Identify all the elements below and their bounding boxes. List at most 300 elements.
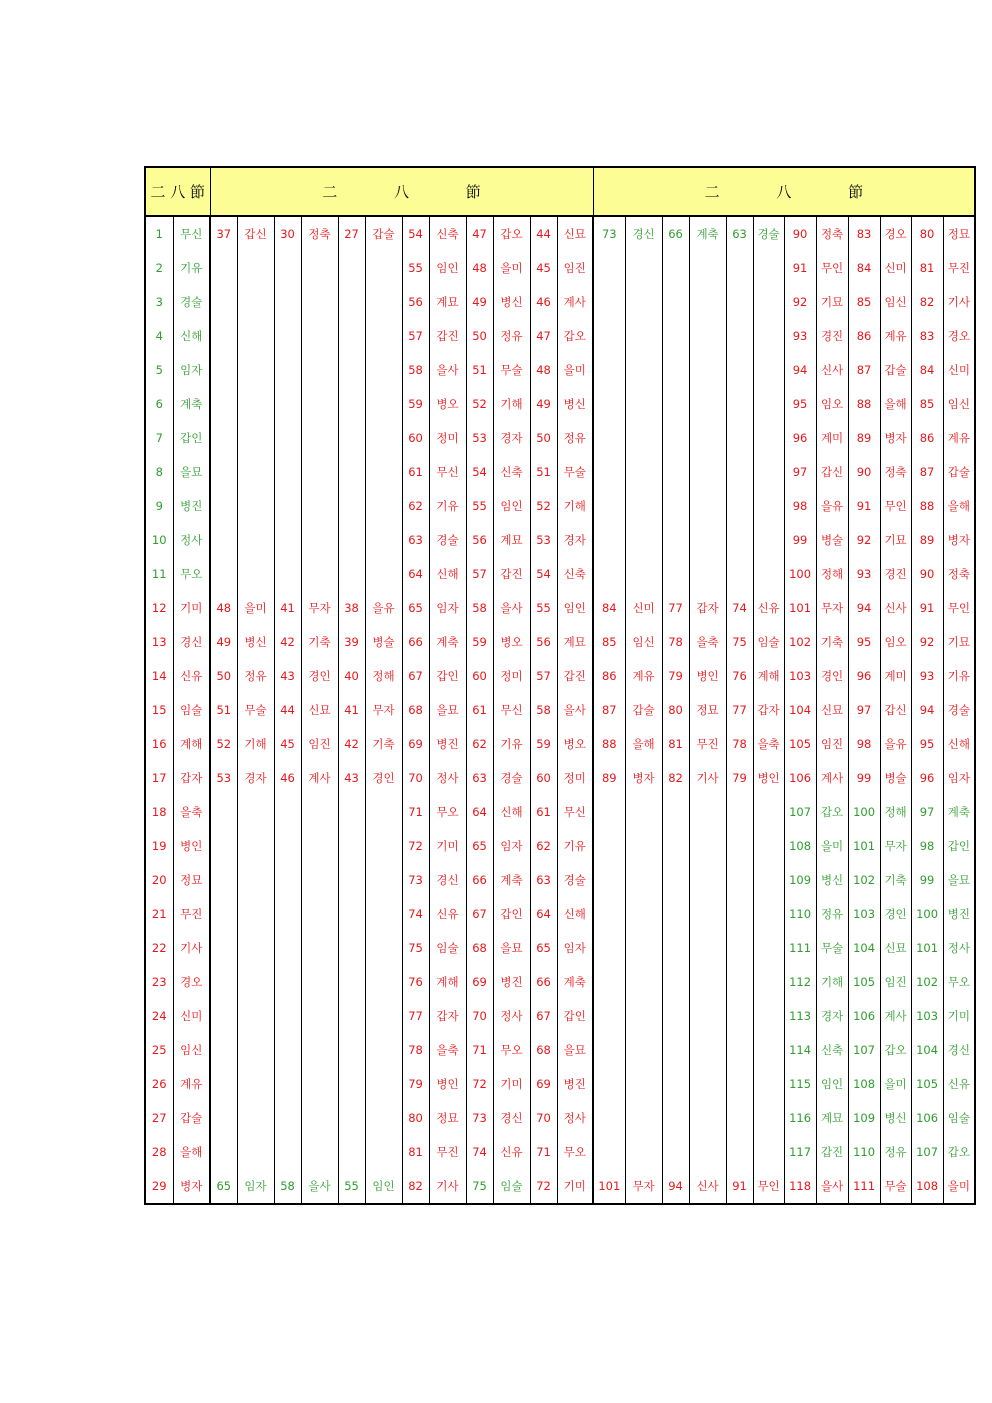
- cell-number: [274, 965, 301, 999]
- cell-ganji: [689, 557, 726, 591]
- cell-number: 109: [848, 1101, 880, 1135]
- cell-number: 71: [530, 1135, 557, 1169]
- cell-number: [662, 489, 689, 523]
- table-row: [145, 1067, 975, 1101]
- cell-ganji: [753, 523, 784, 557]
- cell-ganji: 정축: [943, 557, 975, 591]
- cell-number: 10: [145, 523, 173, 557]
- cell-number: 114: [784, 1033, 816, 1067]
- cell-number: 97: [784, 455, 816, 489]
- cell-ganji: 정유: [237, 659, 274, 693]
- cell-number: 60: [530, 761, 557, 795]
- cell-number: 90: [784, 216, 816, 251]
- cell-ganji: [689, 965, 726, 999]
- cell-number: [274, 1067, 301, 1101]
- cell-ganji: 계축: [689, 216, 726, 251]
- cell-ganji: [689, 1101, 726, 1135]
- cell-ganji: 신축: [429, 216, 466, 251]
- cell-number: [726, 523, 753, 557]
- cell-ganji: [301, 829, 338, 863]
- cell-ganji: 무술: [816, 931, 848, 965]
- cell-ganji: [301, 489, 338, 523]
- cell-ganji: 임진: [816, 727, 848, 761]
- cell-number: [662, 931, 689, 965]
- cell-ganji: 임오: [816, 387, 848, 421]
- cell-ganji: [237, 1033, 274, 1067]
- cell-number: 84: [593, 591, 625, 625]
- table-row: [145, 625, 975, 659]
- cell-ganji: 계해: [173, 727, 210, 761]
- cell-number: 57: [530, 659, 557, 693]
- cell-ganji: 경술: [557, 863, 593, 897]
- cell-ganji: [237, 897, 274, 931]
- cell-number: [662, 897, 689, 931]
- cell-number: [274, 251, 301, 285]
- cell-ganji: 정축: [880, 455, 911, 489]
- cell-number: 66: [466, 863, 493, 897]
- cell-ganji: 병신: [493, 285, 530, 319]
- cell-ganji: [753, 421, 784, 455]
- header-col-3: [593, 167, 975, 216]
- header-col-2: [210, 167, 593, 216]
- cell-ganji: 무신: [493, 693, 530, 727]
- cell-number: 57: [466, 557, 493, 591]
- cell-number: 108: [848, 1067, 880, 1101]
- cell-ganji: 무오: [943, 965, 975, 999]
- cell-number: 113: [784, 999, 816, 1033]
- cell-ganji: 신사: [689, 1169, 726, 1204]
- cell-ganji: 신해: [429, 557, 466, 591]
- cell-ganji: [237, 1067, 274, 1101]
- cell-number: 4: [145, 319, 173, 353]
- cell-number: 76: [726, 659, 753, 693]
- cell-number: 83: [911, 319, 943, 353]
- table-row: [145, 489, 975, 523]
- cell-ganji: 기해: [557, 489, 593, 523]
- cell-ganji: 정유: [557, 421, 593, 455]
- cell-number: [593, 999, 625, 1033]
- cell-number: 103: [848, 897, 880, 931]
- cell-number: 58: [466, 591, 493, 625]
- cell-ganji: 병자: [943, 523, 975, 557]
- cell-number: [210, 1033, 237, 1067]
- cell-ganji: 병자: [625, 761, 662, 795]
- cell-number: 52: [466, 387, 493, 421]
- cell-ganji: [365, 965, 402, 999]
- cell-ganji: 무신: [429, 455, 466, 489]
- cell-ganji: 갑인: [173, 421, 210, 455]
- cell-number: [338, 421, 365, 455]
- cell-ganji: [625, 557, 662, 591]
- cell-number: 96: [911, 761, 943, 795]
- cell-number: [210, 523, 237, 557]
- cell-number: [210, 897, 237, 931]
- cell-number: 117: [784, 1135, 816, 1169]
- cell-ganji: 신묘: [557, 216, 593, 251]
- cell-number: 102: [848, 863, 880, 897]
- cell-ganji: 을해: [943, 489, 975, 523]
- cell-number: 55: [338, 1169, 365, 1204]
- cell-ganji: 계사: [880, 999, 911, 1033]
- cell-ganji: [753, 965, 784, 999]
- cell-ganji: 무인: [816, 251, 848, 285]
- cell-number: [210, 1135, 237, 1169]
- cell-ganji: [625, 353, 662, 387]
- cell-number: [210, 489, 237, 523]
- cell-ganji: 을축: [173, 795, 210, 829]
- cell-number: 53: [530, 523, 557, 557]
- cell-number: [662, 1101, 689, 1135]
- cell-number: [338, 1135, 365, 1169]
- cell-ganji: 갑술: [365, 216, 402, 251]
- cell-number: 39: [338, 625, 365, 659]
- cell-number: 80: [662, 693, 689, 727]
- cell-ganji: [301, 999, 338, 1033]
- cell-number: [274, 863, 301, 897]
- cell-number: [726, 795, 753, 829]
- cell-number: 37: [210, 216, 237, 251]
- cell-ganji: 병진: [493, 965, 530, 999]
- cell-ganji: [365, 455, 402, 489]
- cell-number: 103: [784, 659, 816, 693]
- cell-number: 65: [402, 591, 429, 625]
- cell-ganji: 임인: [557, 591, 593, 625]
- cell-number: 57: [402, 319, 429, 353]
- cell-ganji: 경진: [880, 557, 911, 591]
- cell-number: [210, 387, 237, 421]
- cell-number: [726, 931, 753, 965]
- cell-number: [662, 455, 689, 489]
- cell-ganji: 기유: [557, 829, 593, 863]
- cell-number: [210, 353, 237, 387]
- table-row: [145, 523, 975, 557]
- cell-number: 101: [784, 591, 816, 625]
- cell-number: 101: [911, 931, 943, 965]
- cell-ganji: 경자: [493, 421, 530, 455]
- cell-ganji: [237, 353, 274, 387]
- cell-number: [338, 353, 365, 387]
- cell-ganji: 무신: [173, 216, 210, 251]
- cell-ganji: 갑신: [816, 455, 848, 489]
- cell-ganji: [237, 1135, 274, 1169]
- cell-ganji: 경신: [173, 625, 210, 659]
- cell-ganji: 갑오: [880, 1033, 911, 1067]
- cell-number: 11: [145, 557, 173, 591]
- cell-ganji: [689, 863, 726, 897]
- cell-number: 88: [593, 727, 625, 761]
- cell-ganji: [365, 387, 402, 421]
- cell-ganji: 계유: [625, 659, 662, 693]
- cell-number: [662, 829, 689, 863]
- cell-ganji: 기미: [173, 591, 210, 625]
- cell-number: 64: [402, 557, 429, 591]
- cell-ganji: [753, 353, 784, 387]
- cell-ganji: [301, 421, 338, 455]
- cell-number: 58: [274, 1169, 301, 1204]
- cell-number: 65: [530, 931, 557, 965]
- cell-ganji: 을축: [429, 1033, 466, 1067]
- cell-ganji: 무진: [689, 727, 726, 761]
- cell-ganji: 병오: [429, 387, 466, 421]
- header-col-1: 二 八 節: [145, 167, 210, 216]
- cell-ganji: 을묘: [943, 863, 975, 897]
- cell-number: [662, 863, 689, 897]
- cell-number: 26: [145, 1067, 173, 1101]
- cell-number: [593, 489, 625, 523]
- cell-ganji: 을축: [689, 625, 726, 659]
- cell-ganji: 신해: [557, 897, 593, 931]
- cell-ganji: 임자: [237, 1169, 274, 1204]
- cell-ganji: 기묘: [880, 523, 911, 557]
- cell-number: 53: [466, 421, 493, 455]
- cell-ganji: 을해: [880, 387, 911, 421]
- cell-number: 63: [466, 761, 493, 795]
- cell-number: [593, 421, 625, 455]
- cell-number: [593, 557, 625, 591]
- cell-number: 92: [848, 523, 880, 557]
- cell-number: [726, 965, 753, 999]
- cell-number: 93: [911, 659, 943, 693]
- cell-number: 74: [402, 897, 429, 931]
- cell-ganji: 병진: [943, 897, 975, 931]
- cell-number: 42: [274, 625, 301, 659]
- cell-number: 83: [848, 216, 880, 251]
- cell-number: 91: [726, 1169, 753, 1204]
- cell-ganji: 경술: [943, 693, 975, 727]
- calendar-sheet: [144, 166, 972, 1205]
- cell-number: 102: [911, 965, 943, 999]
- cell-number: [662, 965, 689, 999]
- cell-ganji: 임인: [493, 489, 530, 523]
- cell-ganji: [753, 557, 784, 591]
- cell-number: 99: [911, 863, 943, 897]
- cell-number: 87: [848, 353, 880, 387]
- cell-ganji: 계해: [753, 659, 784, 693]
- table-row: [145, 829, 975, 863]
- table-row: [145, 727, 975, 761]
- cell-ganji: [365, 285, 402, 319]
- cell-ganji: [689, 1135, 726, 1169]
- cell-number: 81: [402, 1135, 429, 1169]
- cell-number: [210, 863, 237, 897]
- table-row: [145, 1169, 975, 1204]
- cell-number: 67: [466, 897, 493, 931]
- cell-number: [726, 455, 753, 489]
- cell-number: [593, 1101, 625, 1135]
- cell-ganji: 기해: [493, 387, 530, 421]
- cell-number: 92: [784, 285, 816, 319]
- cell-number: 41: [338, 693, 365, 727]
- cell-ganji: 기축: [816, 625, 848, 659]
- cell-number: 74: [726, 591, 753, 625]
- cell-ganji: [237, 965, 274, 999]
- cell-ganji: 갑진: [816, 1135, 848, 1169]
- cell-ganji: [625, 1033, 662, 1067]
- cell-ganji: [365, 353, 402, 387]
- cell-number: [338, 965, 365, 999]
- cell-ganji: 무자: [816, 591, 848, 625]
- cell-number: 109: [784, 863, 816, 897]
- cell-ganji: 임술: [753, 625, 784, 659]
- cell-ganji: 임자: [429, 591, 466, 625]
- cell-number: 67: [402, 659, 429, 693]
- cell-ganji: 신축: [493, 455, 530, 489]
- cell-number: [593, 1135, 625, 1169]
- cell-ganji: 갑자: [173, 761, 210, 795]
- cell-number: 91: [911, 591, 943, 625]
- cell-number: [662, 999, 689, 1033]
- cell-ganji: [301, 795, 338, 829]
- cell-number: 90: [911, 557, 943, 591]
- cell-number: 74: [466, 1135, 493, 1169]
- cell-ganji: [625, 285, 662, 319]
- cell-ganji: 무오: [173, 557, 210, 591]
- cell-ganji: [753, 387, 784, 421]
- cell-ganji: 경진: [816, 319, 848, 353]
- cell-ganji: 계사: [301, 761, 338, 795]
- cell-number: 45: [274, 727, 301, 761]
- cell-ganji: 임인: [365, 1169, 402, 1204]
- cell-number: [593, 863, 625, 897]
- cell-number: 111: [848, 1169, 880, 1204]
- cell-ganji: [753, 455, 784, 489]
- cell-number: [338, 931, 365, 965]
- cell-number: [593, 1067, 625, 1101]
- cell-number: 105: [911, 1067, 943, 1101]
- cell-ganji: 병신: [816, 863, 848, 897]
- cell-ganji: 정사: [173, 523, 210, 557]
- cell-ganji: 병신: [557, 387, 593, 421]
- cell-number: 17: [145, 761, 173, 795]
- cell-number: 64: [530, 897, 557, 931]
- cell-ganji: 임자: [557, 931, 593, 965]
- cell-number: 20: [145, 863, 173, 897]
- cell-ganji: [753, 319, 784, 353]
- cell-ganji: [237, 421, 274, 455]
- cell-number: 95: [911, 727, 943, 761]
- cell-ganji: [365, 319, 402, 353]
- cell-number: 66: [662, 216, 689, 251]
- cell-number: 54: [466, 455, 493, 489]
- cell-number: 81: [662, 727, 689, 761]
- cell-number: [726, 999, 753, 1033]
- cell-number: 107: [911, 1135, 943, 1169]
- cell-ganji: 임신: [880, 285, 911, 319]
- cell-number: 43: [338, 761, 365, 795]
- cell-ganji: 정유: [880, 1135, 911, 1169]
- cell-number: 21: [145, 897, 173, 931]
- cell-ganji: [753, 931, 784, 965]
- cell-ganji: 기유: [429, 489, 466, 523]
- cell-number: [338, 285, 365, 319]
- cell-number: 82: [662, 761, 689, 795]
- cell-ganji: 무오: [429, 795, 466, 829]
- cell-number: 86: [593, 659, 625, 693]
- cell-number: [726, 421, 753, 455]
- cell-ganji: 신미: [880, 251, 911, 285]
- cell-number: 115: [784, 1067, 816, 1101]
- cell-ganji: 을사: [429, 353, 466, 387]
- cell-ganji: [237, 319, 274, 353]
- cell-ganji: 신유: [493, 1135, 530, 1169]
- cell-ganji: 임술: [173, 693, 210, 727]
- cell-number: 111: [784, 931, 816, 965]
- cell-ganji: [689, 523, 726, 557]
- cell-ganji: 기묘: [816, 285, 848, 319]
- cell-number: [210, 557, 237, 591]
- cell-number: [274, 829, 301, 863]
- cell-number: [210, 965, 237, 999]
- cell-ganji: [301, 1067, 338, 1101]
- cell-ganji: 계유: [173, 1067, 210, 1101]
- cell-ganji: [301, 285, 338, 319]
- cell-number: [726, 353, 753, 387]
- cell-ganji: 임신: [943, 387, 975, 421]
- cell-number: 100: [784, 557, 816, 591]
- cell-ganji: [237, 999, 274, 1033]
- cell-ganji: [625, 421, 662, 455]
- cell-ganji: 갑오: [493, 216, 530, 251]
- cell-ganji: 정해: [880, 795, 911, 829]
- cell-ganji: 병오: [493, 625, 530, 659]
- cell-number: 77: [726, 693, 753, 727]
- cell-number: 100: [848, 795, 880, 829]
- cell-ganji: 갑인: [557, 999, 593, 1033]
- cell-number: 49: [210, 625, 237, 659]
- cell-ganji: 갑술: [173, 1101, 210, 1135]
- cell-ganji: 을묘: [173, 455, 210, 489]
- cell-ganji: 갑자: [689, 591, 726, 625]
- cell-number: 44: [274, 693, 301, 727]
- cell-ganji: [237, 489, 274, 523]
- cell-ganji: 무자: [365, 693, 402, 727]
- table-row: [145, 591, 975, 625]
- cell-ganji: [301, 1101, 338, 1135]
- cell-number: [726, 1033, 753, 1067]
- table-row: [145, 1033, 975, 1067]
- cell-number: [210, 931, 237, 965]
- cell-number: 94: [662, 1169, 689, 1204]
- cell-number: 45: [530, 251, 557, 285]
- cell-ganji: 계유: [943, 421, 975, 455]
- cell-ganji: 기미: [493, 1067, 530, 1101]
- cell-ganji: [753, 1101, 784, 1135]
- cell-number: 107: [848, 1033, 880, 1067]
- cell-number: [210, 999, 237, 1033]
- cell-ganji: 을미: [557, 353, 593, 387]
- cell-ganji: [625, 999, 662, 1033]
- cell-ganji: 무술: [493, 353, 530, 387]
- cell-number: [593, 285, 625, 319]
- cell-ganji: [689, 931, 726, 965]
- cell-number: 85: [848, 285, 880, 319]
- cell-number: [274, 1135, 301, 1169]
- cell-number: [593, 795, 625, 829]
- table-row: [145, 965, 975, 999]
- cell-ganji: 신사: [816, 353, 848, 387]
- cell-ganji: 병인: [173, 829, 210, 863]
- cell-ganji: [365, 489, 402, 523]
- cell-ganji: 계축: [557, 965, 593, 999]
- cell-ganji: 갑술: [625, 693, 662, 727]
- table-row: [145, 863, 975, 897]
- table-row: [145, 931, 975, 965]
- cell-ganji: [365, 795, 402, 829]
- cell-ganji: 신유: [753, 591, 784, 625]
- cell-number: 47: [466, 216, 493, 251]
- cell-ganji: 갑오: [943, 1135, 975, 1169]
- cell-ganji: 계묘: [557, 625, 593, 659]
